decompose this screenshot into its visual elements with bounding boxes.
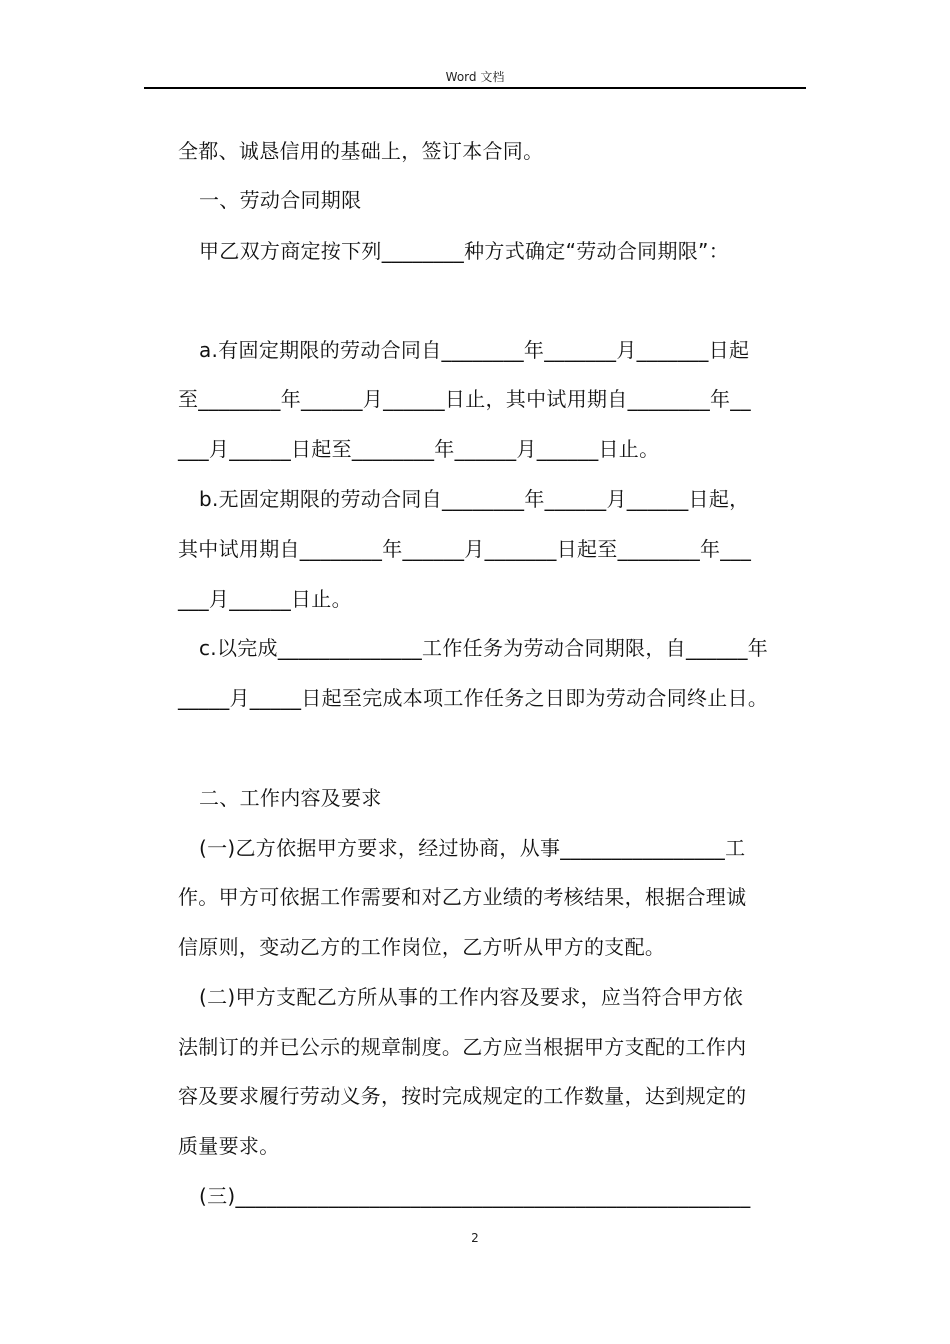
- paragraph-line: ___月______日止。: [178, 587, 352, 611]
- paragraph-line: 其中试用期自________年______月_______日起至________年___: [178, 537, 752, 561]
- section-heading: 二、工作内容及要求: [199, 786, 382, 810]
- paragraph-line: 至________年______月______日止，其中试用期自________年__: [178, 387, 751, 411]
- paragraph-line: 全都、诚恳信用的基础上，签订本合同。: [178, 139, 544, 163]
- section-heading: 一、劳动合同期限: [199, 188, 362, 212]
- paragraph-line: 甲乙双方商定按下列________种方式确定“劳动合同期限”：: [199, 239, 730, 263]
- paragraph-line: ___月______日起至________年______月______日止。: [178, 437, 660, 461]
- paragraph-line: b.无固定期限的劳动合同自________年______月______日起，: [199, 487, 750, 511]
- paragraph-line: (三)__________________________________________________: [199, 1184, 751, 1208]
- paragraph-line: c.以完成______________工作任务为劳动合同期限，自______年: [199, 636, 769, 660]
- paragraph-line: (一)乙方依据甲方要求，经过协商，从事________________工: [199, 836, 746, 860]
- page-number: 2: [471, 1231, 479, 1245]
- paragraph-line: 作。甲方可依据工作需要和对乙方业绩的考核结果，根据合理诚: [178, 885, 747, 909]
- paragraph-line: a.有固定期限的劳动合同自________年_______月_______日起: [199, 338, 750, 362]
- paragraph-line: 容及要求履行劳动义务，按时完成规定的工作数量，达到规定的: [178, 1084, 747, 1108]
- header-rule: [144, 87, 806, 89]
- page-header: Word 文档: [445, 70, 505, 84]
- paragraph-line: 信原则，变动乙方的工作岗位，乙方听从甲方的支配。: [178, 935, 666, 959]
- paragraph-line: 质量要求。: [178, 1134, 280, 1158]
- paragraph-line: (二)甲方支配乙方所从事的工作内容及要求，应当符合甲方依: [199, 985, 744, 1009]
- paragraph-line: _____月_____日起至完成本项工作任务之日即为劳动合同终止日。: [178, 686, 769, 710]
- paragraph-line: 法制订的并已公示的规章制度。乙方应当根据甲方支配的工作内: [178, 1035, 747, 1059]
